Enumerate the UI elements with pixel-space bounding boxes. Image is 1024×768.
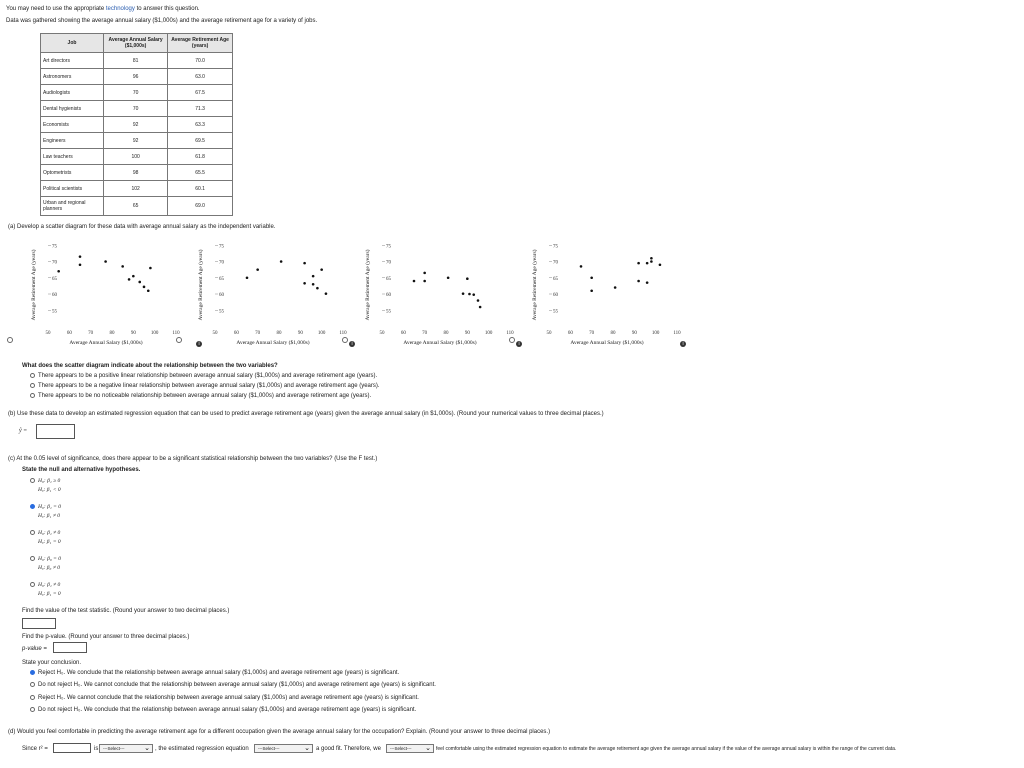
table-row bbox=[41, 69, 233, 85]
radio-button[interactable] bbox=[30, 695, 35, 700]
scatter-point bbox=[246, 276, 249, 279]
pvalue-label: Find the p-value. (Round your answer to three decimal places.) bbox=[22, 634, 190, 640]
ha-text: Hₐ: β₁ ≠ 0 bbox=[38, 513, 60, 519]
option-label: There appears to be a positive linear relationship between average annual salary ($1,000s) and average retirement age (years). bbox=[38, 373, 378, 379]
comfortable-text: feel comfortable using the estimated regression equation to estimate the average retirement age given the average annual salary if the value of the average annual salary is within the range of the current data. bbox=[436, 746, 897, 752]
y-tick-label: 70 bbox=[219, 260, 224, 266]
option-label: Reject H₀. We conclude that the relationship between average annual salary ($1,000s) and average retirement age (years) is significant. bbox=[38, 670, 400, 676]
cell-age: 60.1 bbox=[168, 181, 233, 197]
cell-age: 69.5 bbox=[168, 133, 233, 149]
regression-equation-input[interactable] bbox=[36, 424, 75, 439]
x-tick-label: 60 bbox=[567, 331, 573, 336]
x-tick-label: 70 bbox=[88, 331, 94, 336]
cell-age: 69.0 bbox=[168, 197, 233, 216]
relationship-option-none[interactable] bbox=[30, 392, 371, 400]
select-value: ---Select--- bbox=[103, 746, 125, 751]
test-statistic-input[interactable] bbox=[22, 618, 56, 629]
scatter-point bbox=[149, 267, 152, 270]
cell-job: Urban and regional planners bbox=[41, 197, 104, 216]
radio-button[interactable] bbox=[30, 373, 35, 378]
relationship-option-negative[interactable] bbox=[30, 382, 380, 390]
scatter-point bbox=[128, 278, 131, 281]
option-label: Do not reject H₀. We cannot conclude that the relationship between average annual salary ($1,000s) and average retirement age (years) is significant. bbox=[38, 682, 436, 688]
header-job: Job bbox=[41, 34, 104, 53]
scatter-point bbox=[650, 257, 653, 260]
scatter-point bbox=[121, 265, 124, 268]
y-tick-label: 55 bbox=[386, 309, 391, 315]
x-tick-label: 50 bbox=[45, 331, 51, 336]
scatter-point bbox=[637, 262, 640, 265]
y-tick-label: 55 bbox=[219, 309, 224, 315]
hypothesis-option-2[interactable] bbox=[30, 503, 61, 521]
conclusion-option-4[interactable] bbox=[30, 706, 416, 714]
is-not-select[interactable] bbox=[254, 744, 313, 753]
y-tick-label: 60 bbox=[386, 293, 391, 298]
scatter-point bbox=[132, 275, 135, 278]
conclusion-label: State your conclusion. bbox=[22, 660, 82, 666]
radio-button[interactable] bbox=[30, 383, 35, 388]
scatter-point bbox=[590, 289, 593, 292]
h0-text: H₀: β₁ ≠ 0 bbox=[38, 530, 61, 536]
intro-text-end: to answer this question. bbox=[136, 6, 200, 12]
chevron-down-icon: ⌄ bbox=[144, 745, 150, 752]
is-label: is bbox=[94, 746, 99, 752]
y-tick-label: 75 bbox=[219, 244, 224, 250]
x-tick-label: 60 bbox=[66, 331, 72, 336]
x-tick-label: 90 bbox=[464, 331, 470, 336]
scatter-point bbox=[57, 270, 60, 273]
table-row bbox=[41, 181, 233, 197]
table-row bbox=[41, 133, 233, 149]
fit-quality-select[interactable] bbox=[99, 744, 153, 753]
h0-text: H₀: β₁ ≠ 0 bbox=[38, 582, 61, 588]
y-axis-label: Average Retirement Age (years) bbox=[365, 249, 371, 321]
h0-text: H₀: β₀ = 0 bbox=[38, 556, 61, 562]
y-tick-label: 60 bbox=[553, 293, 558, 298]
scatter-point bbox=[413, 280, 416, 283]
scatter-plot-option-3 bbox=[362, 238, 522, 346]
conclusion-option-1[interactable] bbox=[30, 669, 399, 677]
part-c-prompt: (c) At the 0.05 level of significance, does there appear to be a significant statistical relationship between the two variables? (Use the F test.) bbox=[8, 456, 378, 462]
cell-age: 67.5 bbox=[168, 85, 233, 101]
scatter-point bbox=[256, 268, 259, 271]
x-tick-label: 50 bbox=[379, 331, 385, 336]
cell-salary: 92 bbox=[104, 133, 168, 149]
y-tick-label: 75 bbox=[52, 244, 57, 250]
table-row bbox=[41, 197, 233, 216]
x-axis-label: Average Annual Salary ($1,000s) bbox=[236, 340, 310, 346]
radio-button[interactable] bbox=[30, 707, 35, 712]
chevron-down-icon: ⌄ bbox=[304, 745, 310, 752]
conclusion-option-3[interactable] bbox=[30, 694, 419, 702]
cell-job: Art directors bbox=[41, 53, 104, 69]
technology-link[interactable]: technology bbox=[105, 6, 135, 12]
h0-text: H₀: β₁ = 0 bbox=[38, 504, 61, 510]
radio-button-selected[interactable] bbox=[30, 670, 35, 675]
y-tick-label: 70 bbox=[386, 260, 391, 266]
y-tick-label: 70 bbox=[553, 260, 558, 266]
cell-age: 71.3 bbox=[168, 101, 233, 117]
x-tick-label: 60 bbox=[233, 331, 239, 336]
y-axis-label: Average Retirement Age (years) bbox=[31, 249, 37, 321]
intro-line-2: Data was gathered showing the average annual salary ($1,000s) and the average retirement age for a variety of jobs. bbox=[6, 18, 318, 24]
scatter-point bbox=[590, 276, 593, 279]
radio-button-selected[interactable] bbox=[30, 504, 35, 509]
scatter-point bbox=[320, 268, 323, 271]
ha-text: Hₐ: β₁ < 0 bbox=[38, 487, 61, 493]
header-age: Average Retirement Age (years) bbox=[168, 34, 233, 53]
ha-text: Hₐ: β₁ = 0 bbox=[38, 539, 61, 545]
x-tick-label: 70 bbox=[589, 331, 595, 336]
scatter-point bbox=[650, 260, 653, 263]
scatter-point bbox=[303, 262, 306, 265]
table-row bbox=[41, 165, 233, 181]
cell-salary: 98 bbox=[104, 165, 168, 181]
part-a-prompt: (a) Develop a scatter diagram for these data with average annual salary as the independent variable. bbox=[8, 224, 276, 230]
scatter-point bbox=[614, 286, 617, 289]
x-tick-label: 110 bbox=[339, 331, 347, 336]
ha-text: Hₐ: β₁ = 0 bbox=[38, 591, 61, 597]
cell-age: 65.5 bbox=[168, 165, 233, 181]
x-tick-label: 100 bbox=[150, 331, 159, 336]
y-tick-label: 55 bbox=[553, 309, 558, 315]
cell-age: 70.0 bbox=[168, 53, 233, 69]
y-axis-label: Average Retirement Age (years) bbox=[532, 249, 538, 321]
test-statistic-label: Find the value of the test statistic. (Round your answer to two decimal places.) bbox=[22, 608, 230, 614]
cell-salary: 102 bbox=[104, 181, 168, 197]
info-icon[interactable]: i bbox=[349, 341, 355, 347]
intro-text: You may need to use the appropriate bbox=[6, 6, 105, 12]
hypothesis-option-3[interactable] bbox=[30, 529, 61, 547]
cell-job: Dental hygienists bbox=[41, 101, 104, 117]
y-tick-label: 70 bbox=[52, 260, 57, 266]
x-tick-label: 110 bbox=[673, 331, 681, 336]
plot-radio-3[interactable] bbox=[342, 337, 348, 343]
radio-button[interactable] bbox=[30, 682, 35, 687]
scatter-point bbox=[280, 260, 283, 263]
scatter-point bbox=[466, 277, 469, 280]
y-tick-label: 65 bbox=[553, 276, 558, 282]
y-axis-label: Average Retirement Age (years) bbox=[198, 249, 204, 321]
yhat-label: ŷ = bbox=[19, 428, 28, 434]
scatter-point bbox=[312, 283, 315, 286]
header-salary: Average Annual Salary ($1,000s) bbox=[104, 34, 168, 53]
h0-text: H₀: β₁ ≥ 0 bbox=[38, 478, 61, 484]
select-value: ---Select--- bbox=[390, 746, 412, 751]
x-tick-label: 110 bbox=[506, 331, 514, 336]
since-label: Since r² = bbox=[22, 746, 48, 752]
scatter-point bbox=[646, 281, 649, 284]
part-b-prompt: (b) Use these data to develop an estimated regression equation that can be used to predict average retirement age (years) given the average annual salary (in $1,000s). (Round your numerical values to three decimal places.) bbox=[8, 411, 604, 417]
scatter-point bbox=[637, 280, 640, 283]
y-tick-label: 75 bbox=[553, 244, 558, 250]
cell-salary: 92 bbox=[104, 117, 168, 133]
cell-job: Astronomers bbox=[41, 69, 104, 85]
y-tick-label: 65 bbox=[386, 276, 391, 282]
plot-radio-2[interactable] bbox=[176, 337, 182, 343]
plot-radio-4[interactable] bbox=[509, 337, 515, 343]
scatter-question: What does the scatter diagram indicate about the relationship between the two variables? bbox=[22, 363, 278, 369]
radio-button[interactable] bbox=[30, 478, 35, 483]
scatter-point bbox=[659, 263, 662, 266]
part-d-prompt: (d) Would you feel comfortable in predicting the average retirement age for a different occupation given the average annual salary for the occupation? Explain. (Round your answer to three decimal places.) bbox=[8, 729, 551, 735]
cell-age: 61.8 bbox=[168, 149, 233, 165]
hypothesis-option-1[interactable] bbox=[30, 477, 61, 495]
cell-job: Audiologists bbox=[41, 85, 104, 101]
x-tick-label: 70 bbox=[422, 331, 428, 336]
x-tick-label: 50 bbox=[546, 331, 552, 336]
option-label: There appears to be a negative linear relationship between average annual salary ($1,000s) and average retirement age (years). bbox=[38, 383, 380, 389]
x-tick-label: 70 bbox=[255, 331, 261, 336]
y-tick-label: 55 bbox=[52, 309, 57, 315]
info-icon[interactable]: i bbox=[516, 341, 522, 347]
scatter-point bbox=[143, 286, 146, 289]
scatter-point bbox=[316, 287, 319, 290]
relationship-option-positive[interactable] bbox=[30, 372, 377, 380]
table-row bbox=[41, 53, 233, 69]
scatter-plot-option-4 bbox=[529, 238, 689, 346]
x-tick-label: 50 bbox=[212, 331, 218, 336]
x-tick-label: 60 bbox=[400, 331, 406, 336]
option-label: Reject H₀. We cannot conclude that the relationship between average annual salary ($1,000s) and average retirement age (years) is significant. bbox=[38, 695, 419, 701]
scatter-point bbox=[138, 281, 141, 284]
scatter-point bbox=[312, 275, 315, 278]
r-squared-input[interactable] bbox=[53, 743, 91, 753]
cell-job: Economists bbox=[41, 117, 104, 133]
ha-text: Hₐ: β₀ ≠ 0 bbox=[38, 565, 60, 571]
option-label: There appears to be no noticeable relationship between average annual salary ($1,000s) and average retirement age (years). bbox=[38, 393, 372, 399]
cell-job: Optometrists bbox=[41, 165, 104, 181]
good-fit-text: a good fit. Therefore, we bbox=[316, 746, 381, 752]
x-axis-label: Average Annual Salary ($1,000s) bbox=[570, 340, 644, 346]
scatter-point bbox=[479, 306, 482, 309]
y-tick-label: 65 bbox=[219, 276, 224, 282]
would-would-not-select[interactable] bbox=[386, 744, 434, 753]
pvalue-prefix: p-value = bbox=[22, 646, 47, 652]
scatter-point bbox=[104, 260, 107, 263]
cell-salary: 100 bbox=[104, 149, 168, 165]
x-tick-label: 80 bbox=[443, 331, 449, 336]
scatter-plot-option-2 bbox=[195, 238, 355, 346]
scatter-point bbox=[447, 276, 450, 279]
cell-salary: 65 bbox=[104, 197, 168, 216]
chevron-down-icon: ⌄ bbox=[425, 745, 431, 752]
radio-button[interactable] bbox=[30, 556, 35, 561]
cell-age: 63.0 bbox=[168, 69, 233, 85]
hypothesis-option-4[interactable] bbox=[30, 555, 61, 573]
x-tick-label: 110 bbox=[172, 331, 180, 336]
table-row bbox=[41, 101, 233, 117]
regression-equation-text: , the estimated regression equation bbox=[155, 746, 249, 752]
cell-salary: 96 bbox=[104, 69, 168, 85]
scatter-point bbox=[477, 299, 480, 302]
x-tick-label: 90 bbox=[297, 331, 303, 336]
cell-job: Political scientists bbox=[41, 181, 104, 197]
scatter-point bbox=[468, 293, 471, 296]
x-tick-label: 80 bbox=[276, 331, 282, 336]
radio-button[interactable] bbox=[30, 393, 35, 398]
x-axis-label: Average Annual Salary ($1,000s) bbox=[69, 340, 143, 346]
scatter-point bbox=[646, 262, 649, 265]
cell-age: 63.3 bbox=[168, 117, 233, 133]
x-tick-label: 80 bbox=[109, 331, 115, 336]
scatter-point bbox=[147, 289, 150, 292]
table-row bbox=[41, 117, 233, 133]
y-tick-label: 60 bbox=[219, 293, 224, 298]
plot-radio-1[interactable] bbox=[7, 337, 13, 343]
table-row bbox=[41, 149, 233, 165]
pvalue-input[interactable] bbox=[53, 642, 87, 653]
scatter-point bbox=[79, 255, 82, 258]
select-value: ---Select--- bbox=[258, 746, 280, 751]
radio-button[interactable] bbox=[30, 582, 35, 587]
cell-job: Engineers bbox=[41, 133, 104, 149]
info-icon[interactable]: i bbox=[196, 341, 202, 347]
cell-job: Law teachers bbox=[41, 149, 104, 165]
scatter-point bbox=[423, 280, 426, 283]
cell-salary: 70 bbox=[104, 85, 168, 101]
y-tick-label: 75 bbox=[386, 244, 391, 250]
conclusion-option-2[interactable] bbox=[30, 681, 436, 689]
scatter-point bbox=[423, 272, 426, 275]
scatter-point bbox=[325, 292, 328, 295]
data-table bbox=[40, 33, 233, 216]
x-tick-label: 100 bbox=[484, 331, 493, 336]
y-tick-label: 65 bbox=[52, 276, 57, 282]
scatter-point bbox=[462, 292, 465, 295]
scatter-point bbox=[580, 265, 583, 268]
hypothesis-option-5[interactable] bbox=[30, 581, 61, 599]
cell-salary: 81 bbox=[104, 53, 168, 69]
x-tick-label: 100 bbox=[651, 331, 660, 336]
option-label: Do not reject H₀. We conclude that the relationship between average annual salary ($1,000s) and average retirement age (years) is significant. bbox=[38, 707, 417, 713]
scatter-point bbox=[303, 282, 306, 285]
intro-line-1 bbox=[6, 5, 200, 13]
hypotheses-label: State the null and alternative hypotheses. bbox=[22, 467, 141, 473]
radio-button[interactable] bbox=[30, 530, 35, 535]
x-tick-label: 80 bbox=[610, 331, 616, 336]
cell-salary: 70 bbox=[104, 101, 168, 117]
scatter-point bbox=[472, 293, 475, 296]
x-tick-label: 90 bbox=[631, 331, 637, 336]
scatter-plot-option-1 bbox=[28, 238, 188, 346]
x-axis-label: Average Annual Salary ($1,000s) bbox=[403, 340, 477, 346]
scatter-point bbox=[79, 263, 82, 266]
x-tick-label: 100 bbox=[317, 331, 326, 336]
x-tick-label: 90 bbox=[130, 331, 136, 336]
table-row bbox=[41, 85, 233, 101]
info-icon[interactable]: i bbox=[680, 341, 686, 347]
y-tick-label: 60 bbox=[52, 293, 57, 298]
